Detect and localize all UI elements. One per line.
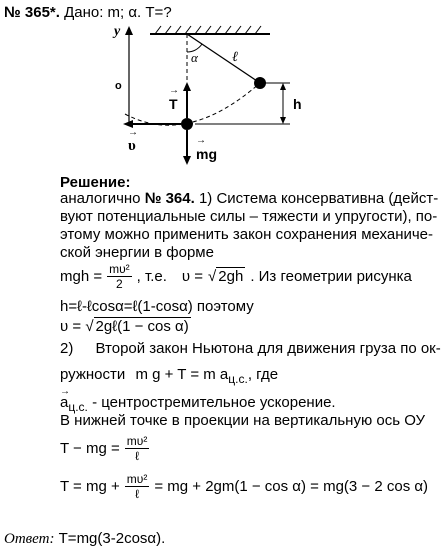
header (4, 4, 172, 21)
tension-arrowhead (183, 82, 191, 91)
height-label: h (293, 96, 302, 112)
problem-number: № 365*. (4, 4, 60, 21)
acceleration-definition: → $a_{ц.с.}$ - центростремительное ускорение. (60, 394, 336, 416)
equation-projection: T − mg = $\frac{\text{mυ²}}{\text{ℓ}}$ (60, 434, 148, 463)
y-axis-label: y (114, 24, 121, 39)
weight-label: → mg (196, 146, 217, 162)
equation-tension: T = mg + $\frac{\text{mυ²}}{\text{ℓ}}$ = mg + 2gm(1 − cos α) = mg(3 − 2 cos α) (60, 472, 429, 501)
length-label: ℓ (232, 50, 238, 65)
answer: Ответ: T=mg(3-2cosα). (4, 530, 166, 547)
solution-line-3: этому можно применить закон сохранения механиче- (60, 226, 434, 243)
equation-energy: mgh = $\frac{\text{mυ²}}{2}$ , т.е. υ = √ 2gh . Из геометрии рисунка (60, 262, 412, 291)
projection-text: В нижней точке в проекции на вертикальную ось ОУ (60, 412, 426, 429)
given-text: Дано: m; α. T=? (64, 4, 172, 21)
solution-line-1: аналогично № 364. 1) Система консервативна (дейст- (60, 190, 439, 207)
origin-label: o (115, 80, 122, 92)
trajectory-arc (125, 83, 260, 125)
y-axis-arrow (125, 26, 133, 35)
h-arrow-up (280, 83, 286, 90)
ceiling-hatch (155, 26, 261, 34)
equation-height: h=ℓ-ℓcosα=ℓ(1-cosα) поэтому (60, 298, 254, 315)
newton-law-line-1: 2) Второй закон Ньютона для движения груза по ок- (60, 340, 441, 357)
solution-line-4: ской энергии в форме (60, 244, 214, 261)
ball-bottom (181, 118, 193, 130)
solution-heading: Решение: (60, 174, 131, 191)
newton-law-line-2: ружности m g + T = m $a_{ц.с.}$, где (60, 366, 279, 386)
gravity-arrowhead (183, 156, 191, 165)
velocity-label: → υ (128, 138, 136, 155)
solution-line-2: вуют потенциальные силы – тяжести и упругости), по- (60, 208, 438, 225)
h-arrow-down (280, 117, 286, 124)
angle-label: α (191, 50, 198, 65)
tension-label: → T (169, 96, 178, 112)
equation-velocity: υ = √ 2gℓ(1 − cos α) (60, 318, 189, 335)
ball-top (254, 77, 266, 89)
